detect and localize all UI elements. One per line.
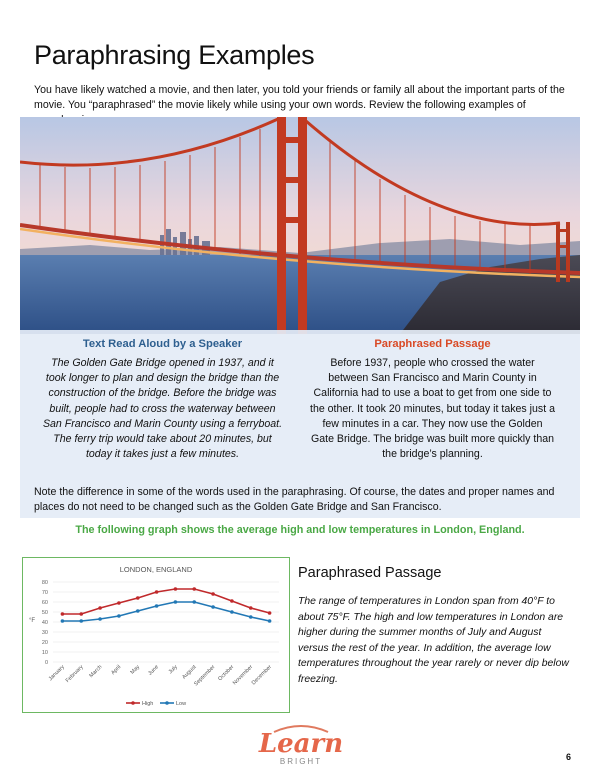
chart-series-line-high — [62, 589, 269, 614]
chart-y-tick-label: 10 — [41, 650, 48, 656]
chart-point-low — [117, 614, 121, 618]
chart-legend-label: High — [142, 701, 154, 707]
original-passage — [40, 338, 285, 462]
golden-gate-bridge-photo — [20, 117, 580, 334]
chart-x-tick-label: September — [193, 664, 217, 688]
chart-x-tick-label: April — [110, 664, 123, 677]
chart-x-tick-label: August — [181, 664, 198, 681]
page-title: Paraphrasing Examples — [34, 40, 315, 70]
chart-point-low — [268, 619, 272, 623]
temperature-chart-svg — [23, 558, 289, 712]
graph-caption: The following graph shows the average high and low temperatures in London, England. — [75, 524, 525, 536]
second-example-heading: Paraphrased Passage — [298, 565, 442, 581]
paraphrasing-note: Note the difference in some of the words used in the paraphrasing. Of course, the dates and proper names and places do not need to be changed such as the Golden Gate Bridge and San Francisco. — [34, 486, 555, 513]
chart-point-high — [268, 611, 272, 615]
chart-point-high — [79, 612, 83, 616]
original-passage-heading: Text Read Aloud by a Speaker — [82, 338, 243, 350]
chart-y-tick-label: 40 — [41, 620, 48, 626]
chart-point-low — [249, 615, 253, 619]
paraphrased-passage — [310, 338, 555, 462]
chart-point-low — [192, 600, 196, 604]
chart-point-high — [211, 592, 215, 596]
chart-point-low — [79, 619, 83, 623]
chart-point-low — [155, 604, 159, 608]
chart-y-tick-label: 70 — [41, 590, 48, 596]
chart-legend-marker — [131, 701, 135, 705]
chart-x-tick-label: February — [64, 664, 85, 684]
chart-point-high — [174, 587, 178, 591]
chart-x-tick-label: November — [231, 664, 255, 687]
chart-point-high — [61, 612, 65, 616]
chart-y-tick-label: 30 — [41, 630, 48, 636]
bridge-illustration — [20, 117, 580, 334]
chart-y-tick-label: 80 — [41, 580, 48, 586]
chart-y-axis-label: °F — [28, 618, 36, 624]
chart-point-high — [136, 596, 140, 600]
logo-sub: BRIGHT — [279, 757, 323, 766]
chart-point-low — [98, 617, 102, 621]
page-number: 6 — [566, 752, 572, 762]
chart-point-high — [155, 590, 159, 594]
chart-x-tick-label: October — [217, 664, 236, 683]
chart-x-tick-label: December — [250, 664, 273, 687]
chart-title: LONDON, ENGLAND — [119, 565, 193, 574]
chart-point-low — [211, 605, 215, 609]
chart-point-high — [192, 587, 196, 591]
chart-y-tick-label: 20 — [41, 640, 48, 646]
intro-paragraph: You have likely watched a movie, and then later, you told your friends or family all about the important parts of the movie. You “paraphrased” the movie likely while using your own words. Review the following examples of — [34, 84, 565, 111]
learn-bright-logo — [246, 716, 356, 768]
chart-x-tick-label: July — [167, 664, 179, 676]
chart-y-tick-label: 0 — [44, 660, 48, 666]
chart-point-high — [117, 601, 121, 605]
chart-x-tick-label: May — [129, 664, 142, 676]
chart-x-tick-label: March — [88, 664, 104, 680]
chart-point-low — [136, 609, 140, 613]
chart-point-high — [230, 599, 234, 603]
temperature-chart — [22, 557, 290, 713]
chart-x-tick-label: January — [47, 664, 66, 683]
chart-legend-label: Low — [176, 701, 187, 707]
chart-x-tick-label: June — [147, 664, 160, 677]
second-example-text: The range of temperatures in London span from 40°F to about 75°F. The high and low temperatures in London are higher during the summer months of July and August versus the rest of the year. In addition, the average low temperatures throughout the year rarely or never dip below freezing. — [298, 596, 569, 685]
chart-point-low — [61, 619, 65, 623]
chart-y-tick-label: 50 — [41, 610, 48, 616]
chart-point-low — [174, 600, 178, 604]
logo-word: Learn — [258, 729, 344, 759]
chart-series-line-low — [62, 602, 269, 621]
chart-point-high — [249, 606, 253, 610]
chart-point-low — [230, 610, 234, 614]
original-passage-text: The Golden Gate Bridge opened in 1937, and it took longer to plan and design the bridge than the construction of the bridge. Before the bridge was built, people had to cross the waterway between San Francisco and Marin County using a ferryboat. The ferry trip would take about 20 minutes, but today it takes just a few minutes. — [42, 357, 283, 461]
paraphrased-passage-text: Before 1937, people who crossed the water between San Francisco and Marin County in California had to use a boat to get from one side to the other. It took 20 minutes, but today it takes just a few minutes in a car. They now use the Golden Gate Bridge. The bridge was built more quickly than the bridge’s planning. — [310, 357, 555, 461]
chart-point-high — [98, 606, 102, 610]
learn-bright-logo-mark — [246, 716, 356, 768]
paraphrased-passage-heading: Paraphrased Passage — [374, 338, 491, 350]
chart-legend-marker — [165, 701, 169, 705]
chart-y-tick-label: 60 — [41, 600, 48, 606]
